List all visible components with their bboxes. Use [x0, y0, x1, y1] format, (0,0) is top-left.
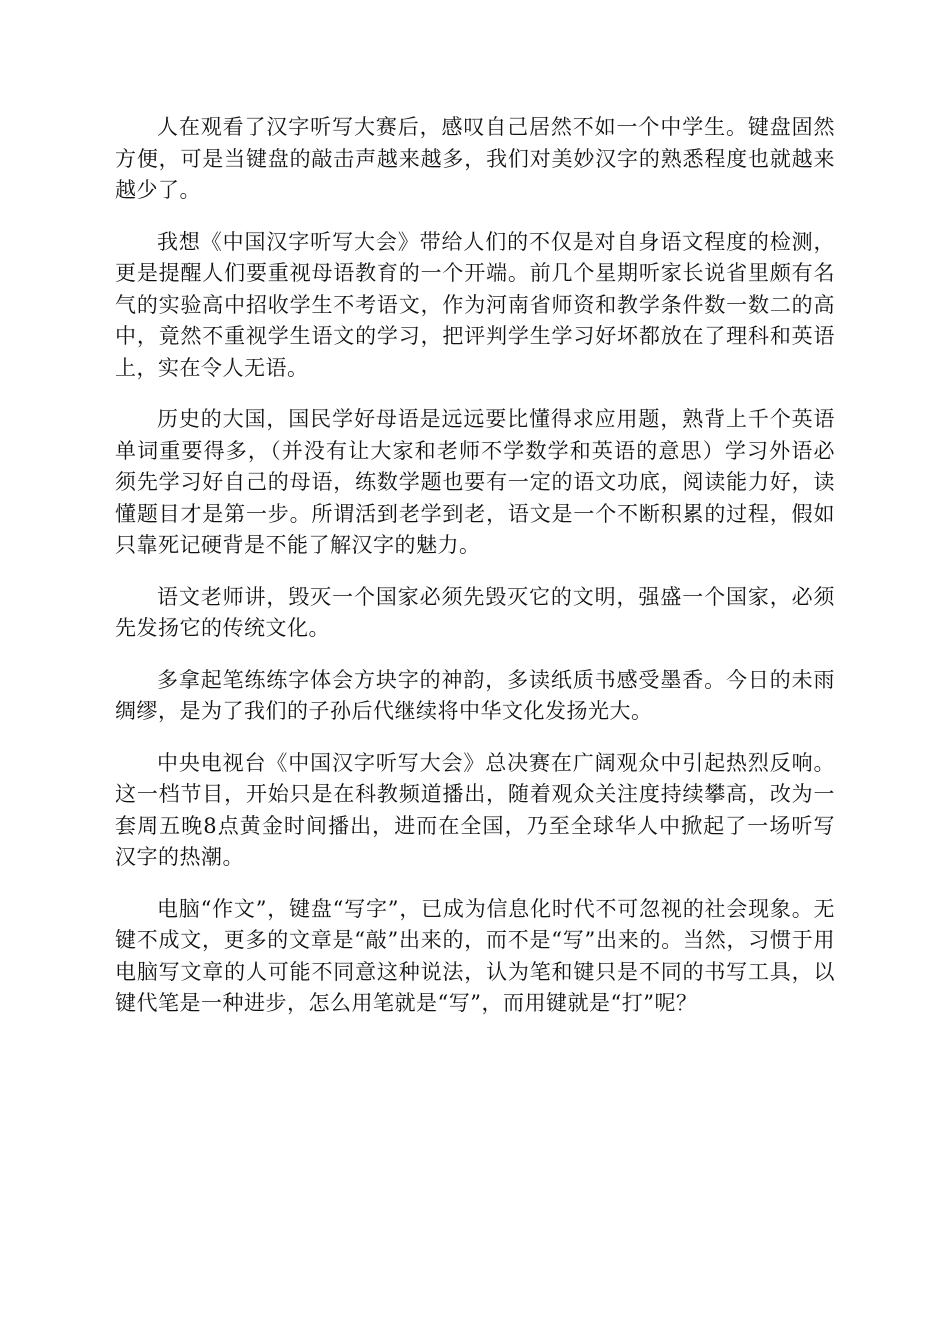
paragraph: 人在观看了汉字听写大赛后，感叹自己居然不如一个中学生。键盘固然方便，可是当键盘的敲击声越来越多，我们对美妙汉字的熟悉程度也就越来越少了。 — [115, 115, 835, 202]
paragraph: 多拿起笔练练字体会方块字的神韵，多读纸质书感受墨香。今日的未雨绸缪，是为了我们的子孙后代继续将中华文化发扬光大。 — [115, 667, 835, 723]
paragraph: 我想《中国汉字听写大会》带给人们的不仅是对自身语文程度的检测，更是提醒人们要重视母语教育的一个开端。前几个星期听家长说省里颇有名气的实验高中招收学生不考语文，作为河南省师资和教学条件数一数二的高中，竟然不重视学生语文的学习，把评判学生学习好坏都放在了理科和英语上，实在令人无语。 — [115, 229, 835, 380]
document-body — [115, 112, 835, 1020]
paragraph: 电脑“作文”，键盘“写字”，已成为信息化时代不可忽视的社会现象。无键不成文，更多的文章是“敲”出来的，而不是“写”出来的。当然，习惯于用电脑写文章的人可能不同意这种说法，认为笔和键只是不同的书写工具，以键代笔是一种进步，怎么用笔就是“写”，而用键就是“打”呢？ — [115, 896, 835, 1015]
paragraph: 历史的大国，国民学好母语是远远要比懂得求应用题，熟背上千个英语单词重要得多，（并没有让大家和老师不学数学和英语的意思）学习外语必须先学习好自己的母语，练数学题也要有一定的语文功底，阅读能力好，读懂题目才是第一步。所谓活到老学到老，语文是一个不断积累的过程，假如只靠死记硬背是不能了解汉字的魅力。 — [115, 407, 835, 557]
paragraph: 语文老师讲，毁灭一个国家必须先毁灭它的文明，强盛一个国家，必须先发扬它的传统文化。 — [115, 584, 835, 640]
paragraph: 中央电视台《中国汉字听写大会》总决赛在广阔观众中引起热烈反响。这一档节目，开始只是在科教频道播出，随着观众关注度持续攀高，改为一套周五晚8点黄金时间播出，进而在全国，乃至全球华人中掀起了一场听写汉字的热潮。 — [115, 750, 835, 869]
